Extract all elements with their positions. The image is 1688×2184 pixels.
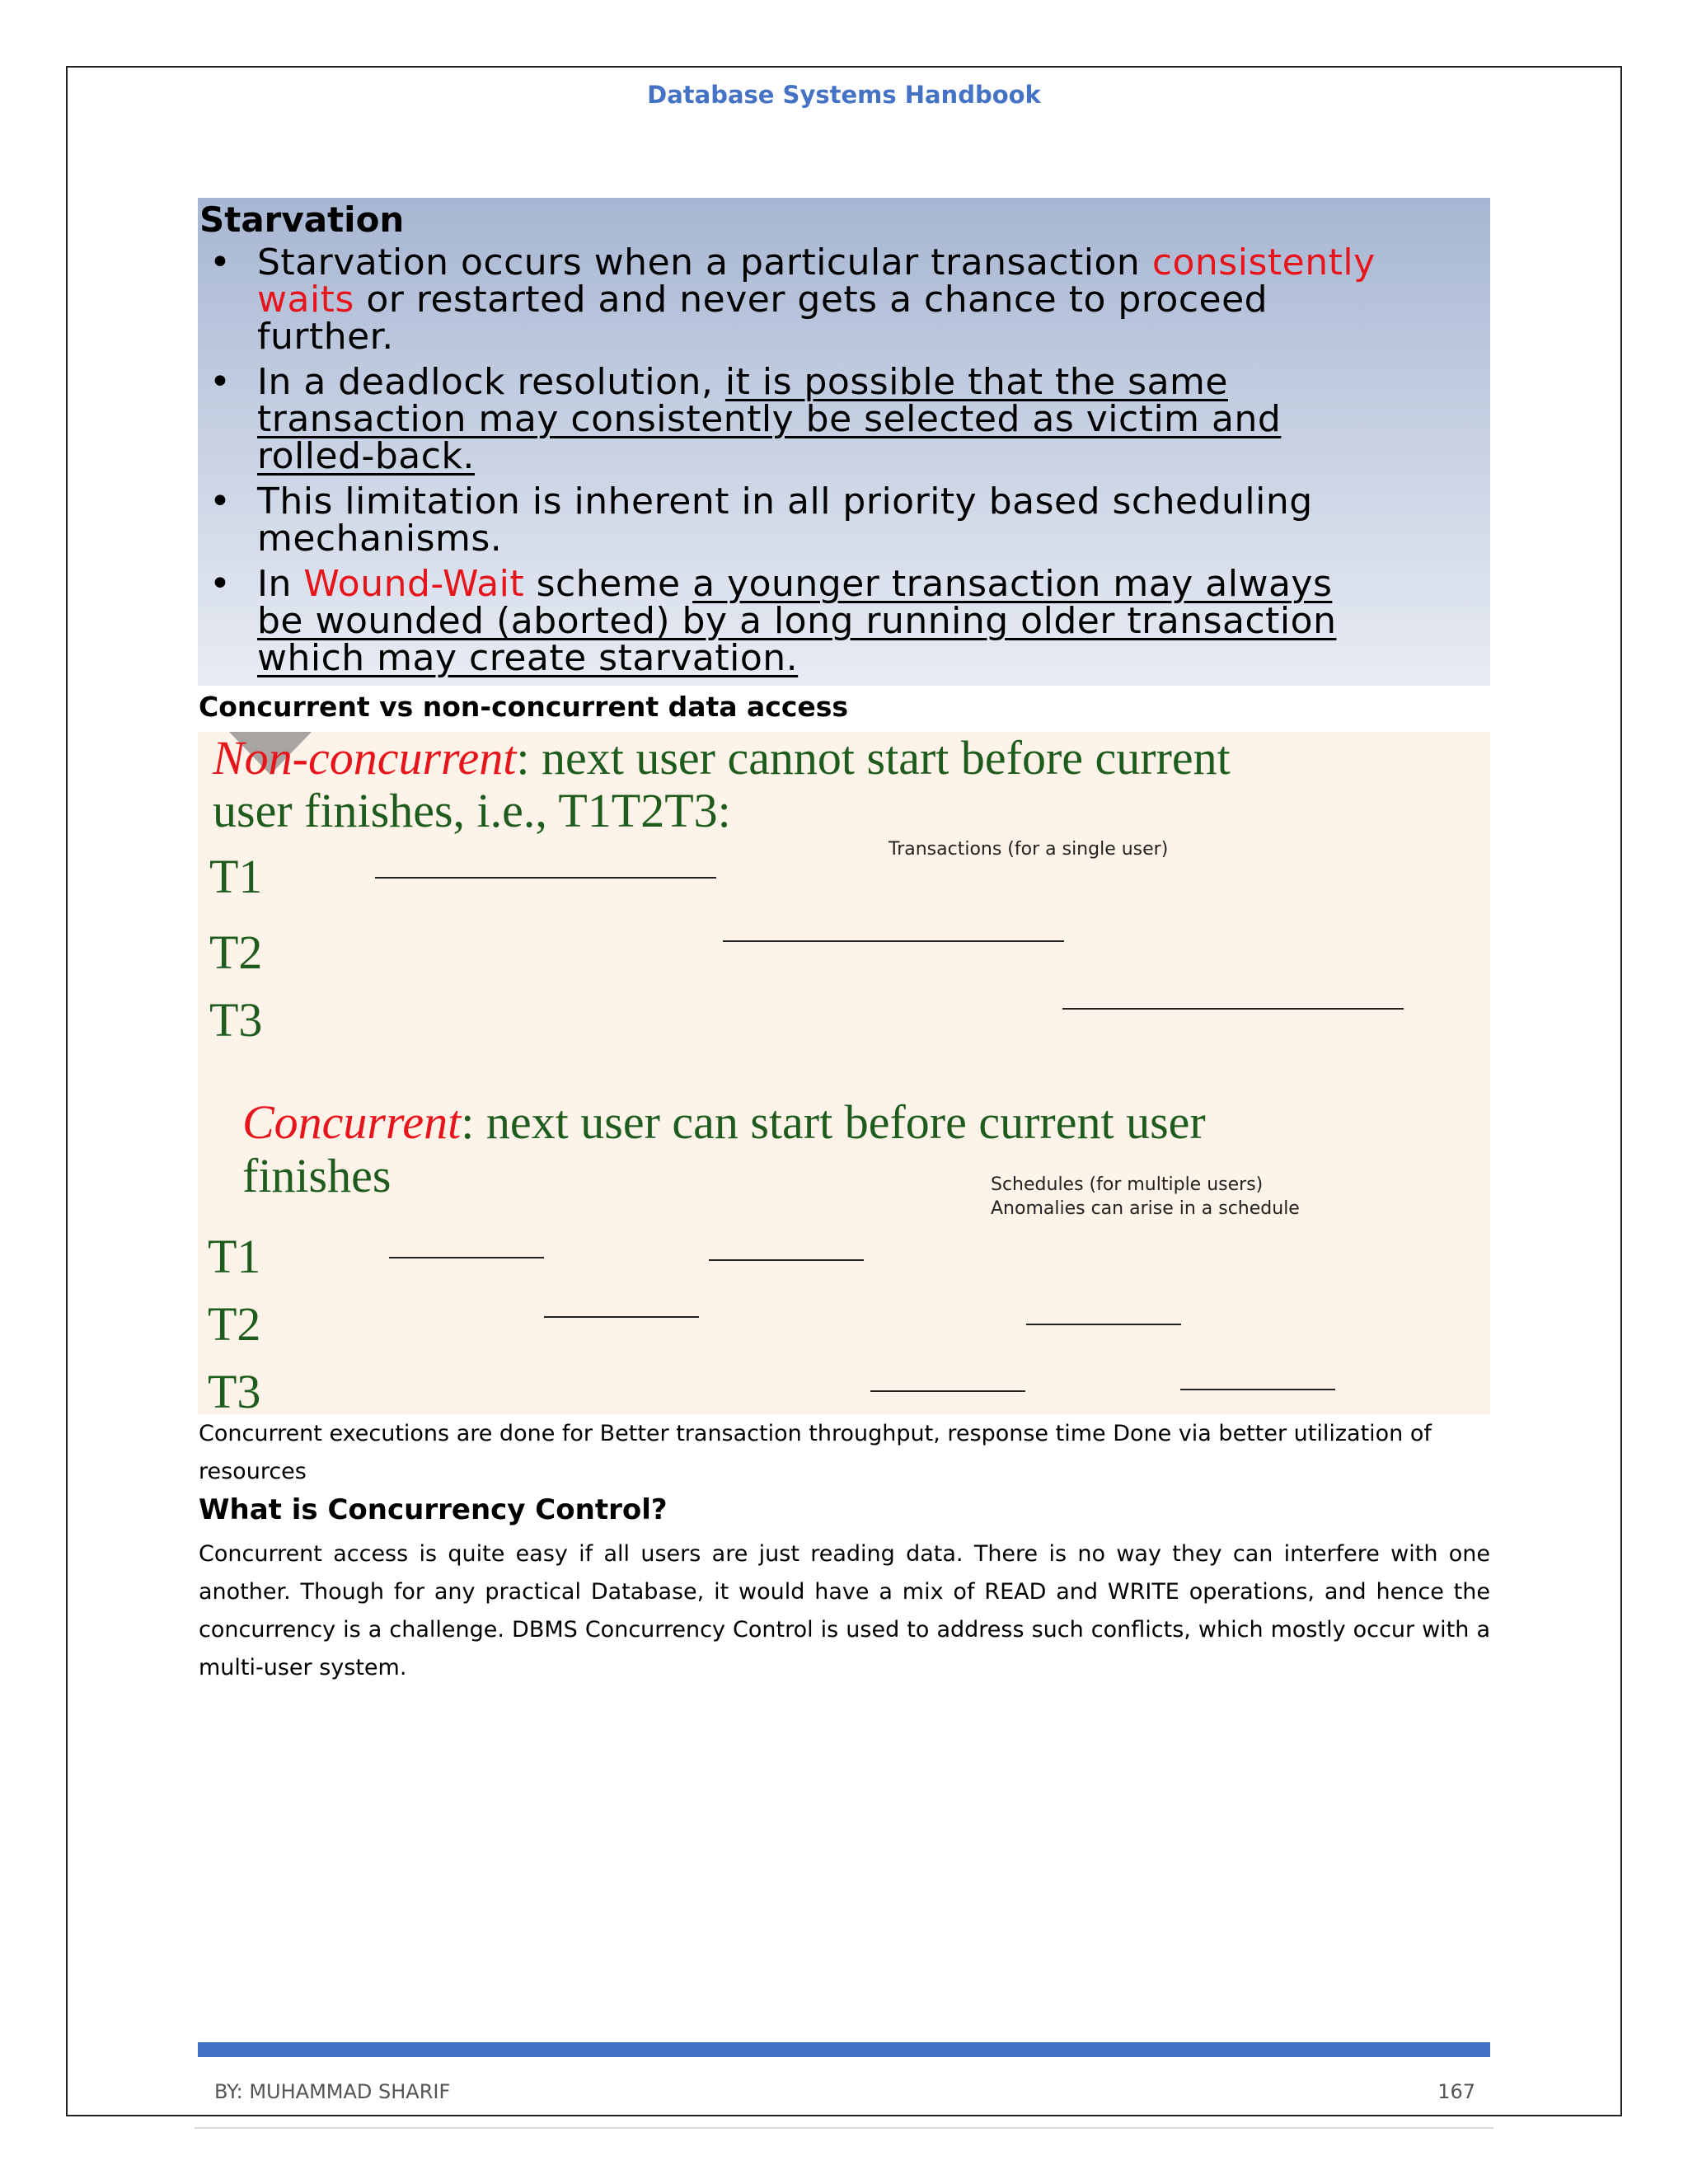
- bullet-dot: •: [209, 241, 232, 284]
- nc-t3-label: T3: [209, 993, 263, 1047]
- starvation-bullet-list: [198, 241, 1490, 685]
- c-t2-bar-a: [544, 1316, 699, 1318]
- c-t2-label: T2: [208, 1297, 261, 1351]
- c-t3-label: T3: [208, 1365, 261, 1414]
- concurrency-control-heading: What is Concurrency Control?: [199, 1493, 668, 1526]
- page-header-title: Database Systems Handbook: [647, 81, 1041, 109]
- c-t1-bar-a: [389, 1257, 544, 1258]
- bullet-dot: •: [209, 361, 232, 403]
- slide-title: Starvation: [199, 199, 405, 240]
- highlight-consistently: consistently: [1151, 241, 1376, 284]
- starvation-bullet-1: • Starvation occurs when a particular transaction consistently waits or restarted and never gets a chance to proceed further.: [209, 241, 1376, 358]
- non-concurrent-term: Non-concurrent: [213, 732, 517, 785]
- concurrent-line-2: finishes: [242, 1149, 392, 1202]
- c-t2-bar-b: [1026, 1324, 1181, 1325]
- highlight-waits: waits: [257, 279, 354, 321]
- nc-t2-bar: [723, 940, 1064, 942]
- nc-t1-label: T1: [209, 850, 263, 903]
- c-t3-bar-b: [1180, 1389, 1335, 1390]
- concurrency-control-paragraph: Concurrent access is quite easy if all users are just reading data. There is no way they can interfere with one another. Though for any practical Database, it would have a mix of READ and WRITE operations, and hence the concurrency is a challenge. DBMS Concurrency Control is used to address such conflicts, which mostly occur with a multi-user system.: [199, 1541, 1490, 1680]
- starvation-bullet-3: • This limitation is inherent in all priority based scheduling mechanisms.: [209, 480, 1313, 560]
- nc-t1-bar: [375, 877, 716, 879]
- anomalies-note: Anomalies can arise in a schedule: [991, 1198, 1300, 1219]
- nc-t2-label: T2: [209, 926, 263, 979]
- non-concurrent-line-2: user finishes, i.e., T1T2T3:: [213, 784, 731, 837]
- footer-page-number: 167: [1437, 2080, 1475, 2103]
- starvation-bullet-2: • In a deadlock resolution, it is possible that the same transaction may consistently be selected as victim and rolled-back.: [209, 361, 1282, 477]
- nc-t3-bar: [1062, 1008, 1404, 1010]
- bottom-divider: [195, 2127, 1493, 2129]
- bullet-dot: •: [209, 563, 232, 605]
- concurrent-line-1: Concurrent: next user can start before current user: [242, 1095, 1206, 1149]
- concurrent-term: Concurrent: [242, 1095, 462, 1149]
- non-concurrent-line-1: Non-concurrent: next user cannot start before current: [213, 732, 1231, 785]
- footer-author: BY: MUHAMMAD SHARIF: [214, 2080, 451, 2103]
- bullet-dot: •: [209, 480, 232, 523]
- schedules-note: Schedules (for multiple users): [991, 1174, 1264, 1195]
- starvation-bullet-4: • In Wound-Wait scheme a younger transaction may always be wounded (aborted) by a long running older transaction which may create starvation.: [209, 563, 1337, 679]
- c-t1-bar-b: [709, 1259, 864, 1261]
- c-t3-bar-a: [870, 1390, 1025, 1392]
- footer-accent-bar: [198, 2042, 1490, 2057]
- concurrent-executions-text: Concurrent executions are done for Better transaction throughput, response time Done via better utilization of resources: [199, 1421, 1432, 1484]
- section-heading: Concurrent vs non-concurrent data access: [199, 691, 849, 723]
- c-t1-label: T1: [208, 1230, 261, 1283]
- transactions-note: Transactions (for a single user): [889, 839, 1169, 860]
- concurrency-slide-image: [198, 732, 1490, 1414]
- highlight-wound-wait: Wound-Wait: [303, 563, 525, 605]
- starvation-slide-image: [198, 198, 1490, 686]
